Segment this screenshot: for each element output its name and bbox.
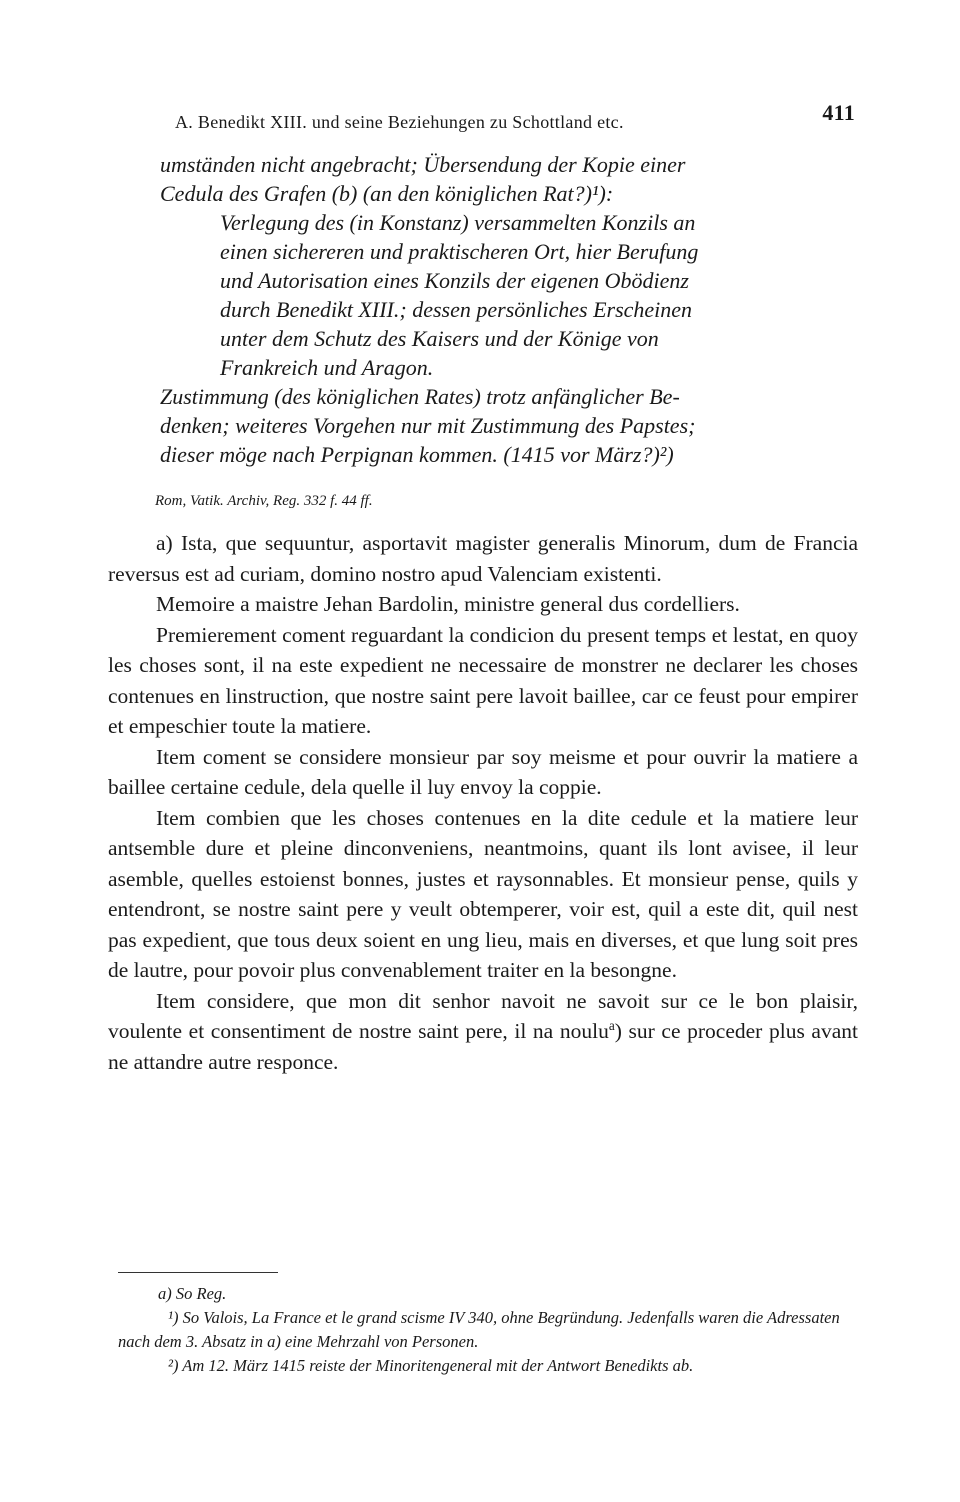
summary-block	[160, 150, 860, 469]
footnote-text: Am 12. März 1415 reiste der Minoritengeneral mit der Antwort Benedikts ab.	[182, 1356, 694, 1375]
paragraph	[108, 986, 858, 1078]
page-header	[175, 100, 855, 134]
footnote-mark: ¹)	[168, 1308, 179, 1327]
summary-line: Verlegung des (in Konstanz) versammelten Konzils an	[220, 210, 696, 235]
summary-line: und Autorisation eines Konzils der eigenen Obödienz	[220, 268, 689, 293]
body-text	[108, 528, 858, 1077]
paragraph: Item coment se considere monsieur par soy meisme et pour ouvrir la matiere a baillee certaine cedule, dela quelle il luy envoy la coppie.	[108, 744, 858, 799]
summary-line: unter dem Schutz des Kaisers und der Könige von	[220, 326, 659, 351]
page-number: 411	[822, 100, 855, 125]
paragraph: Item combien que les choses contenues en la dite cedule et la matiere leur antsemble dure et pleine dinconveniens, neantmoins, quant ils lont avisee, il leur asemble, quelles estoienst bonnes, justes et raysonnables. Et monsieur pense, quils y entendront, se nostre saint pere y veult obtemperer, voir est, quil a este dit, quil nest pas expedient, que tous deux soient en ung lieu, mais en diverses, et que lung soit pres de lautre, pour povoir plus convenablement traiter en la besongne.	[108, 805, 858, 982]
summary-line: umständen nicht angebracht; Übersendung der Kopie einer	[160, 152, 686, 177]
summary-line: Frankreich und Aragon.	[220, 355, 434, 380]
footnotes	[118, 1282, 870, 1378]
footnote-rule	[118, 1272, 278, 1273]
summary-line: einen sichereren und praktischeren Ort, hier Berufung	[220, 239, 699, 264]
footnote-2	[118, 1354, 870, 1378]
footnote-text: So Valois, La France et le grand scisme IV 340, ohne Begründung. Jedenfalls waren die Adressaten nach dem 3. Absatz in a) eine Mehrzahl von Personen.	[118, 1308, 840, 1351]
footnote-a: a) So Reg.	[158, 1284, 227, 1303]
summary-line: Zustimmung (des königlichen Rates) trotz anfänglicher Be-	[160, 384, 680, 409]
summary-line: denken; weiteres Vorgehen nur mit Zustimmung des Papstes;	[160, 413, 696, 438]
footnote-mark: ²)	[168, 1356, 179, 1375]
paragraph: Premierement coment reguardant la condicion du present temps et lestat, en quoy les choses sont, il na este expedient ne necessaire de monstrer ne declarer les choses contenues en linstruction, que nostre saint pere lavoit baillee, car ce feust pour empirer et empeschier toute la matiere.	[108, 622, 858, 738]
running-title: A. Benedikt XIII. und seine Beziehungen zu Schottland etc.	[175, 112, 624, 132]
footnote-ref: a	[608, 1017, 615, 1033]
footnote-1	[118, 1306, 870, 1354]
paragraph-text: ) sur ce proceder plus avant ne attandre autre responce.	[108, 1019, 858, 1074]
paragraph: Memoire a maistre Jehan Bardolin, ministre general dus cordelliers.	[156, 592, 740, 616]
paragraph-text: Item considere, que mon dit senhor navoit ne savoit sur ce le bon plaisir, voulente et consentiment de nostre saint pere, il na noulu	[108, 988, 858, 1043]
source-reference: Rom, Vatik. Archiv, Reg. 332 f. 44 ff.	[155, 493, 373, 509]
summary-line: Cedula des Grafen (b) (an den königlichen Rat?)¹):	[160, 181, 614, 206]
paragraph: a) Ista, que sequuntur, asportavit magister generalis Minorum, dum de Francia reversus est ad curiam, domino nostro apud Valenciam existenti.	[108, 531, 858, 586]
summary-line: dieser möge nach Perpignan kommen. (1415 vor März?)²)	[160, 442, 674, 467]
summary-line: durch Benedikt XIII.; dessen persönliches Erscheinen	[220, 297, 693, 322]
